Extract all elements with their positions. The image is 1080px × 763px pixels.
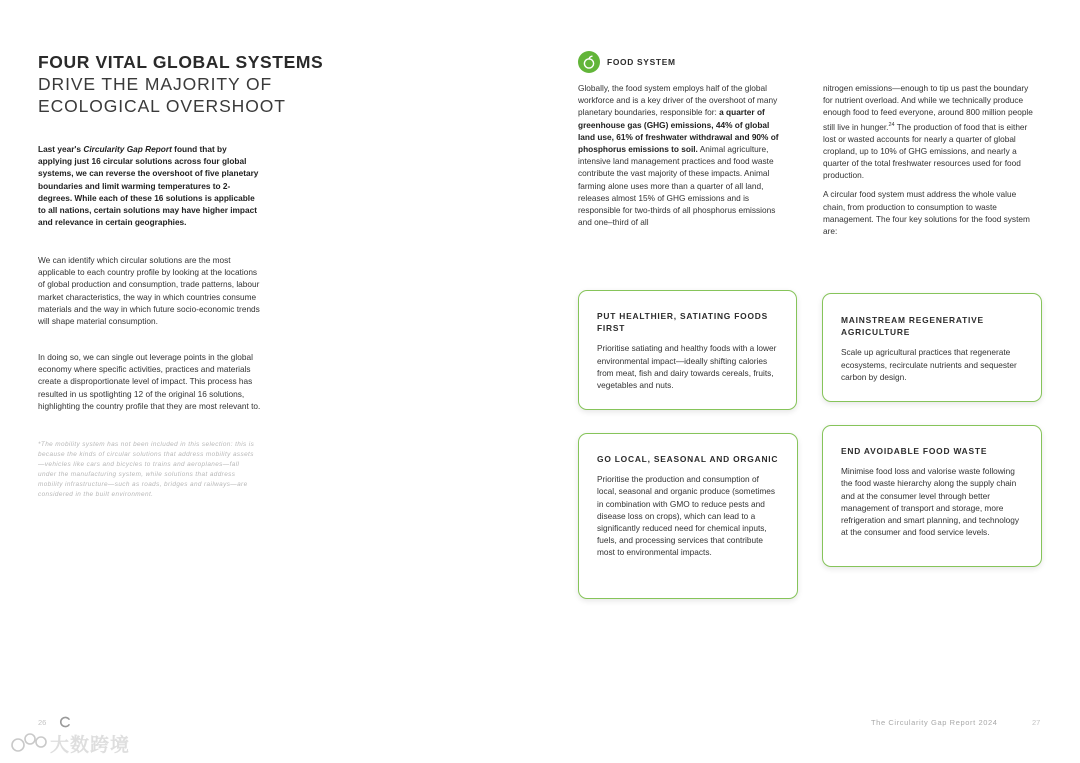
page-number-right: 27 [1032, 718, 1041, 727]
solution-card-food-waste [822, 425, 1042, 567]
body-paragraph-2: In doing so, we can single out leverage points in the global economy where specific activities, practices and materials create a disproportionate level of impact. This process has resulted in us spotlighting 12 of the original 16 solutions, highlighting the country profile that they are most relevant to. [38, 352, 261, 411]
card-body: Prioritise satiating and healthy foods with a lower environmental impact—ideally shifting calories from meat, fish and dairy towards cereals, fruits, vegetables and nuts. [597, 343, 777, 391]
solution-card-regenerative-agriculture [822, 293, 1042, 402]
page-title-light: DRIVE THE MAJORITY OF ECOLOGICAL OVERSHOOT [38, 74, 286, 116]
food-column-2 [823, 82, 1033, 237]
apple-icon [578, 51, 600, 73]
card-title: GO LOCAL, SEASONAL AND ORGANIC [597, 454, 779, 464]
food-system-icon-badge [578, 51, 600, 73]
card-body: Prioritise the production and consumption of local, seasonal and organic produce (sometimes in combination with GMO to reduce pests and disease loss on crops), which can lead to a significantly reduced need for chemical inputs, fuels, and processing services that contribute most to environmental impacts. [597, 474, 776, 558]
page-number-left: 26 [38, 718, 47, 727]
card-body: Minimise food loss and valorise waste following the food waste hierarchy along the supply chain and at the consumer level through better management of transport and storage, more refrigeration and smart planning, and technology at the consumer and food service levels. [841, 466, 1020, 538]
card-title: MAINSTREAM REGENERATIVE AGRICULTURE [841, 315, 984, 338]
footnote: *The mobility system has not been included in this selection: this is because the kinds of circular solutions that address mobility assets—vehicles like cars and bicycles to trains and aeroplanes—fall under the manufacturing system, while solutions that address mobility infrastructure—such as roads, bridges and railways—are considered in the built environment. [38, 441, 255, 498]
intro-paragraph: Last year's Circularity Gap Report found that by applying just 16 circular solutions across four global systems, we can reverse the overshoot of five planetary boundaries and limit warming temperatures to 2-degrees. While each of these 16 solutions is applicable to all nations, certain solutions may have higher impact and relevance in certain geographies. [38, 144, 259, 228]
circle-logo-icon [59, 716, 71, 728]
watermark-logo-icon [10, 730, 50, 754]
card-title: PUT HEALTHIER, SATIATING FOODS FIRST [597, 311, 769, 334]
watermark-text: 大数跨境 [50, 735, 131, 756]
body-paragraph-1: We can identify which circular solutions are the most applicable to each country profile by looking at the locations of global production and consumption, trade patterns, labour market characteristics, the way in which countries consume materials and the way in which future socio-economic trends will shape material consumption. [38, 255, 260, 327]
solution-card-healthier-foods [578, 290, 797, 410]
card-title: END AVOIDABLE FOOD WASTE [841, 446, 988, 456]
card-body: Scale up agricultural practices that regenerate ecosystems, recirculate nutrients and sequester carbon by design. [841, 347, 1017, 382]
watermark [10, 728, 142, 756]
solution-card-local-seasonal-organic [578, 433, 798, 599]
report-footer-title: The Circularity Gap Report 2024 [871, 718, 998, 727]
food-column-1: Globally, the food system employs half of the global workforce and is a key driver of the overshoot of many planetary boundaries, responsible for: a quarter of greenhouse gas (GHG) emissions, 44% of global land use, 61% of freshwater withdrawal and 90% of phosphorus emissions to soil. Animal agriculture, intensive land management practices and food waste contribute the vast majority of these impacts. Animal farming alone uses more than a quarter of all land, releases almost 15% of GHG emissions and is responsible for two-thirds of all phosphorus emissions and one–third of all [578, 83, 779, 228]
page-title-bold: FOUR VITAL GLOBAL SYSTEMS [38, 52, 324, 72]
food-column-2-paragraph-1: nitrogen emissions—enough to tip us past the boundary for nutrient overload. And while we technically produce enough food to feed everyone, around 800 million people still live in hunger.$^{24}$ The production of food that is either lost or wasted accounts for nearly a quarter of global cropland, up to 10% of GHG emissions, and nearly a quarter of the total freshwater resources used for food production. [823, 83, 1033, 181]
section-label: FOOD SYSTEM [607, 57, 676, 67]
food-column-2-paragraph-2: A circular food system must address the whole value chain, from production to consumption to waste management. The four key solutions for the food system are: [823, 189, 1030, 236]
